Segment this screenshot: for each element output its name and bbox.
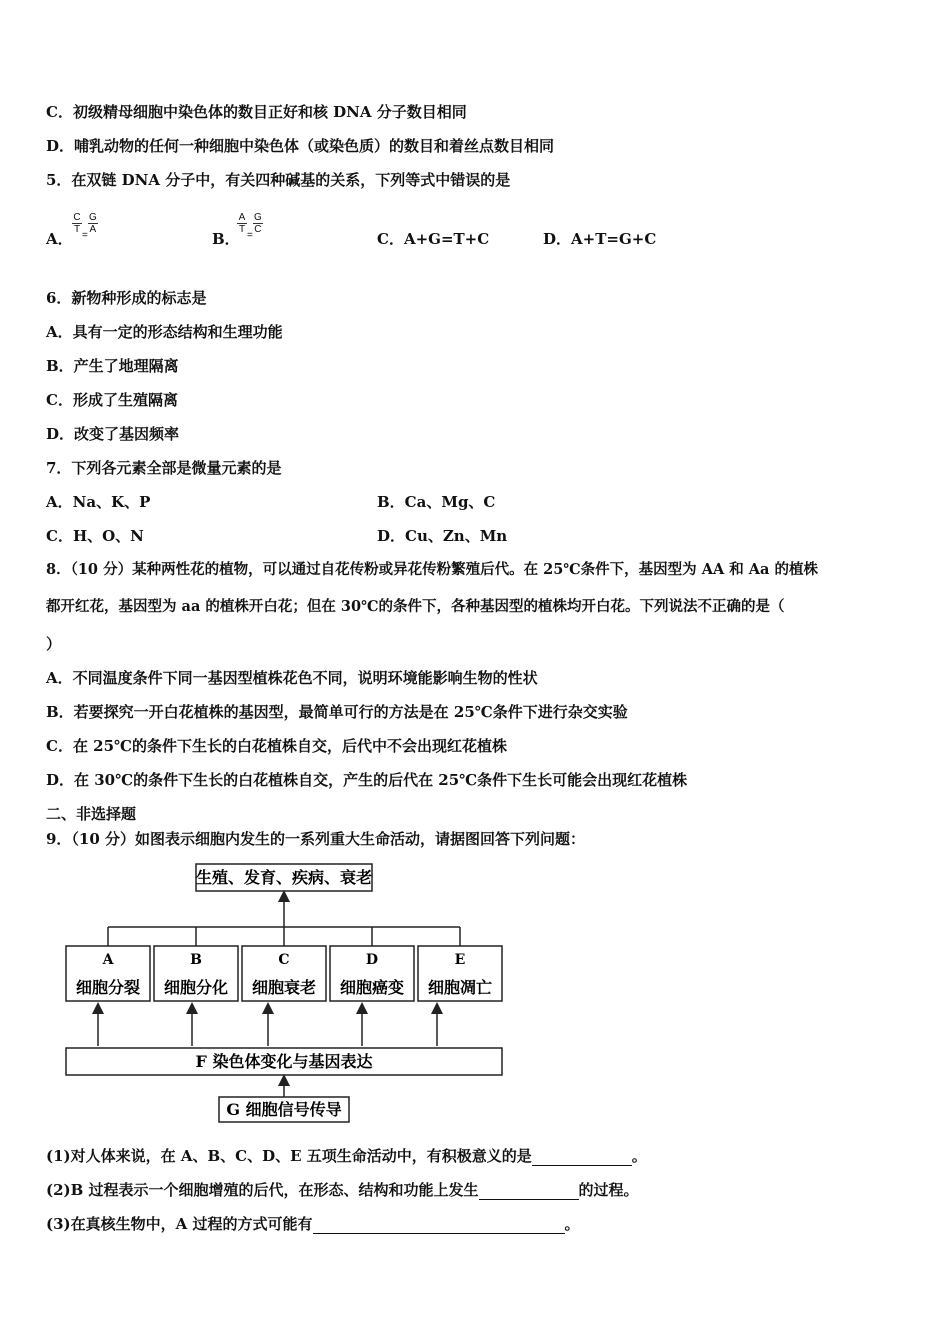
q8-stem-line3: ） — [46, 635, 62, 653]
frac-num: G — [253, 212, 262, 223]
q8-option-b: B．若要探究一开白花植株的基因型，最简单可行的方法是在 25℃条件下进行杂交实验 — [46, 703, 628, 721]
frac-eq: = — [247, 230, 253, 241]
q6-option-d: D．改变了基因频率 — [46, 425, 180, 443]
q4-option-d: D．哺乳动物的任何一种细胞中染色体（或染色质）的数目和着丝点数目相同 — [46, 137, 555, 155]
q7-stem: 7．下列各元素全部是微量元素的是 — [46, 459, 282, 477]
diagram-box-a-label: 细胞分裂 — [75, 978, 141, 997]
q8-stem-line2: 都开红花，基因型为 aa 的植株开白花；但在 30℃的条件下，各种基因型的植株均开白花。下列说法不正确的是（ — [46, 598, 785, 615]
diagram-top-label: 生殖、发育、疾病、衰老 — [195, 868, 373, 887]
diagram-box-c-label: 细胞衰老 — [251, 978, 317, 997]
q5-option-b-label: B． — [212, 230, 240, 248]
frac-den: A — [89, 224, 97, 235]
q9-sub1-text: (1)对人体来说，在 A、B、C、D、E 五项生命活动中，有积极意义的是 — [46, 1147, 532, 1165]
diagram-box-f-label: F 染色体变化与基因表达 — [195, 1052, 373, 1071]
answer-blank-2[interactable] — [479, 1183, 579, 1200]
q5-option-c: C．A+G=T+C — [377, 230, 490, 248]
diagram-box-d-letter: D — [365, 952, 379, 968]
frac-den: T — [238, 224, 246, 235]
q8-option-c: C．在 25℃的条件下生长的白花植株自交，后代中不会出现红花植株 — [46, 737, 508, 755]
answer-blank-3[interactable] — [313, 1217, 565, 1234]
diagram-box-g-label: G 细胞信号传导 — [226, 1100, 342, 1119]
q6-option-c: C．形成了生殖隔离 — [46, 391, 178, 409]
q9-sub3-text: (3)在真核生物中，A 过程的方式可能有 — [46, 1215, 313, 1233]
diagram-box-e-letter: E — [454, 952, 466, 968]
q9-sub3-end: 。 — [564, 1215, 580, 1233]
q6-option-a: A．具有一定的形态结构和生理功能 — [46, 323, 283, 341]
q7-option-c: C．H、O、N — [46, 527, 144, 545]
q6-option-b: B．产生了地理隔离 — [46, 357, 179, 375]
q7-option-b: B．Ca、Mg、C — [377, 493, 496, 511]
q8-option-d: D．在 30℃的条件下生长的白花植株自交，产生的后代在 25℃条件下生长可能会出现红花植株 — [46, 771, 688, 789]
section-heading: 二、非选择题 — [46, 805, 137, 823]
q9-sub2-text: (2)B 过程表示一个细胞增殖的后代，在形态、结构和功能上发生 — [46, 1181, 479, 1199]
q8-option-a: A．不同温度条件下同一基因型植株花色不同，说明环境能影响生物的性状 — [46, 669, 538, 687]
diagram-box-d-label: 细胞癌变 — [339, 978, 405, 997]
diagram-box-b-letter: B — [190, 952, 202, 968]
q4-option-c: C．初级精母细胞中染色体的数目正好和核 DNA 分子数目相同 — [46, 103, 467, 121]
q9-stem: 9．（10 分）如图表示细胞内发生的一系列重大生命活动，请据图回答下列问题： — [46, 830, 586, 848]
answer-blank-1[interactable] — [532, 1149, 632, 1166]
q6-stem: 6．新物种形成的标志是 — [46, 289, 207, 307]
q5-option-d: D．A+T=G+C — [543, 230, 657, 248]
frac-num: A — [238, 212, 246, 223]
q7-option-d: D．Cu、Zn、Mn — [377, 527, 508, 545]
q9-sub1-end: 。 — [631, 1147, 647, 1165]
q9-sub3 — [46, 1214, 580, 1234]
diagram-box-c-letter: C — [278, 952, 290, 968]
frac-den: T — [73, 224, 81, 235]
q5-option-a-label: A． — [46, 230, 73, 248]
diagram-box-e-label: 细胞凋亡 — [427, 978, 493, 997]
q5-stem: 5．在双链 DNA 分子中，有关四种碱基的关系，下列等式中错误的是 — [46, 171, 511, 189]
frac-eq: = — [82, 230, 88, 241]
frac-den: C — [254, 224, 262, 235]
frac-num: C — [73, 212, 81, 223]
q9-sub2 — [46, 1180, 639, 1200]
frac-num: G — [88, 212, 97, 223]
q8-stem-line1: 8．（10 分）某种两性花的植物，可以通过自花传粉或异花传粉繁殖后代。在 25℃条件下，基因型为 AA 和 Aa 的植株 — [46, 561, 819, 578]
diagram-box-b-label: 细胞分化 — [163, 978, 229, 997]
q7-option-a: A．Na、K、P — [46, 493, 151, 511]
q9-sub2-end: 的过程。 — [578, 1181, 639, 1199]
diagram-box-a-letter: A — [102, 952, 114, 968]
q9-sub1 — [46, 1146, 647, 1166]
